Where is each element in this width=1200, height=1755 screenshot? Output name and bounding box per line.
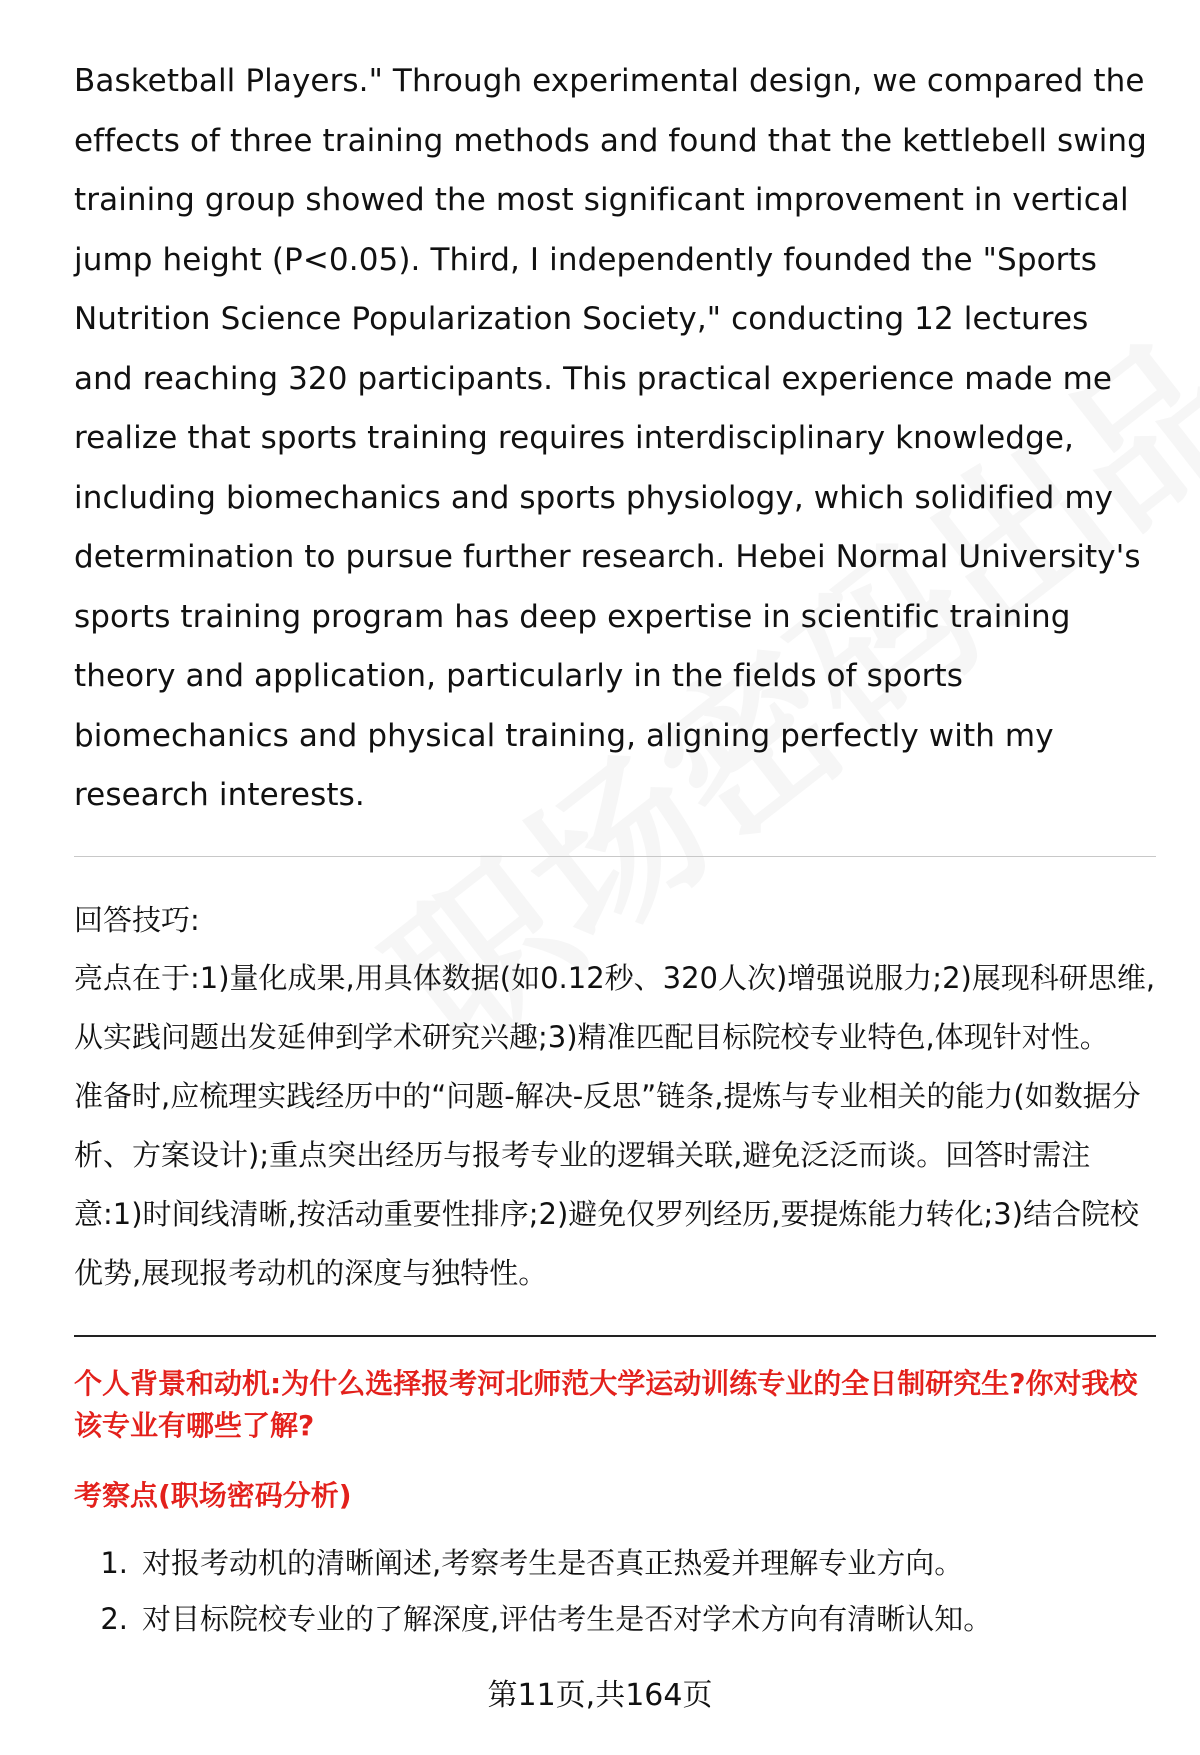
list-item-number: 2.	[100, 1601, 128, 1636]
question-divider	[74, 1335, 1156, 1337]
exam-points-heading: 考察点(职场密码分析)	[74, 1478, 352, 1512]
exam-points-list	[74, 1535, 1156, 1647]
list-item	[74, 1591, 1156, 1647]
tips-paragraph-highlights: 亮点在于:1)量化成果,用具体数据(如0.12秒、320人次)增强说服力;2)展现科研思维,从实践问题出发延伸到学术研究兴趣;3)精准匹配目标院校专业特色,体现针对性。	[74, 960, 1156, 1054]
list-item	[74, 1535, 1156, 1591]
list-item-text: 对报考动机的清晰阐述,考察考生是否真正热爱并理解专业方向。	[142, 1545, 964, 1580]
section-divider	[74, 856, 1156, 857]
document-page	[74, 52, 1156, 1647]
list-item-text: 对目标院校专业的了解深度,评估考生是否对学术方向有清晰认知。	[142, 1601, 993, 1636]
tips-paragraph-preparation: 准备时,应梳理实践经历中的“问题-解决-反思”链条,提炼与专业相关的能力(如数据分析、方案设计);重点突出经历与报考专业的逻辑关联,避免泛泛而谈。回答时需注意:1)时间线清晰,按活动重要性排序;2)避免仅罗列经历,要提炼能力转化;3)结合院校优势,展现报考动机的深度与独特性。	[74, 1078, 1141, 1290]
english-answer-paragraph: Basketball Players." Through experimental design, we compared the effects of three training methods and found that the kettlebell swing training group showed the most significant improvement in vertical jump height (P<0.05). Third, I independently founded the "Sports Nutrition Science Popularization Society," conducting 12 lectures and reaching 320 participants. This practical experience made me realize that sports training requires interdisciplinary knowledge, including biomechanics and sports physiology, which solidified my determination to pursue further research. Hebei Normal University's sports training program has deep expertise in scientific training theory and application, particularly in the fields of sports biomechanics and physical training, aligning perfectly with my research interests.	[74, 63, 1147, 813]
tips-label: 回答技巧:	[74, 902, 200, 937]
list-item-number: 1.	[100, 1545, 128, 1580]
page-number-footer: 第11页,共164页	[487, 1678, 713, 1713]
interview-question: 个人背景和动机:为什么选择报考河北师范大学运动训练专业的全日制研究生?你对我校该专业有哪些了解?	[74, 1366, 1138, 1442]
